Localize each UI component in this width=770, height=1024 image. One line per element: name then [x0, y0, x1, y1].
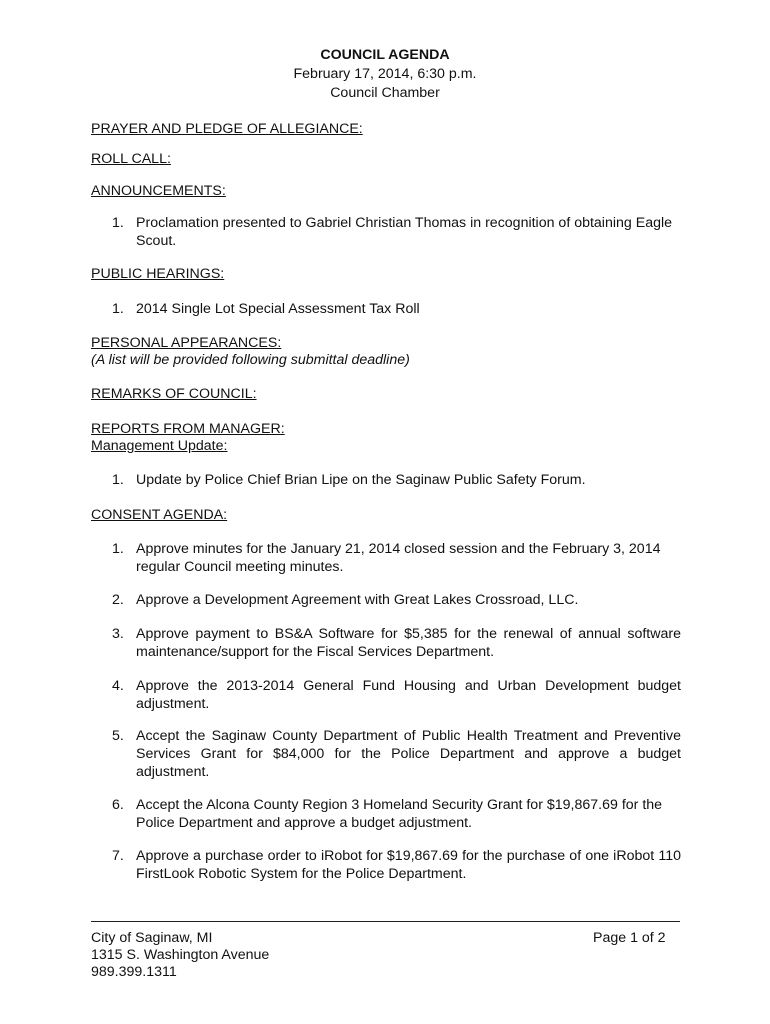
- reports-heading: REPORTS FROM MANAGER:: [91, 421, 285, 437]
- management-update-subheading: Management Update:: [91, 438, 228, 454]
- agenda-page: COUNCIL AGENDA February 17, 2014, 6:30 p.m. Council Chamber PRAYER AND PLEDGE OF ALLEGIANCE: ROLL CALL: ANNOUNCEMENTS: 1. Proclamation presented to Gabriel Christian Thomas in recognition of obtaining Eagle Scout. PUBLIC HEARINGS: 1. 2014 Single Lot Special Assessment Tax Roll PERSONAL APPEARANCES: (A list will be provided following submittal deadline) REMARKS OF COUNCIL: REPORTS FROM MANAGER: Management Update: 1. Update by Police Chief Brian Lipe on the Saginaw Public Safety Forum. CONSENT AGENDA: 1. Approve minutes for the January 21, 2014 closed session and the February 3, 2014 regular Council meeting minutes. 2. Approve a Development Agreement with Great Lakes Crossroad, LLC. 3. Approve payment to BS&A Software for $5,385 for the renewal of annual software maintenance/support for the Fiscal Services Department. 4. Approve the 2013-2014 General Fund Housing and Urban Development budget adjustment. 5. Accept the Saginaw County Department of Public Health Treatment and Preventive Services Grant for $84,000 for the Police Department and approve a budget adjustment. 6. Accept the Alcona County Region 3 Homeland Security Grant for $19,867.69 for the Police Department and approve a budget adjustment. 7. Approve a purchase order to iRobot for $19,867.69 for the purchase of one iRobot 110 FirstLook Robotic System for the Police Department. City of Saginaw, MI 1315 S. Washington Avenue 989.399.1311 Page 1 of 2: [0, 0, 770, 1024]
- personal-appearances-note: (A list will be provided following submittal deadline): [91, 352, 410, 368]
- meeting-date: February 17, 2014, 6:30 p.m.: [293, 66, 477, 82]
- footer-address: 1315 S. Washington Avenue: [91, 947, 270, 963]
- agenda-title: COUNCIL AGENDA: [320, 47, 450, 63]
- footer-city: City of Saginaw, MI: [91, 930, 213, 946]
- remarks-heading: REMARKS OF COUNCIL:: [91, 386, 257, 402]
- footer-phone: 989.399.1311: [91, 964, 177, 980]
- roll-call-heading: ROLL CALL:: [91, 151, 171, 167]
- prayer-heading: PRAYER AND PLEDGE OF ALLEGIANCE:: [91, 121, 363, 137]
- page-number: Page 1 of 2: [593, 930, 666, 946]
- agenda-header: [0, 46, 770, 103]
- consent-agenda-heading: CONSENT AGENDA:: [91, 507, 228, 523]
- announcements-heading: ANNOUNCEMENTS:: [91, 183, 226, 199]
- footer-divider: [91, 921, 680, 922]
- meeting-location: Council Chamber: [330, 85, 440, 101]
- personal-appearances-heading: PERSONAL APPEARANCES:: [91, 335, 282, 351]
- public-hearings-heading: PUBLIC HEARINGS:: [91, 266, 225, 282]
